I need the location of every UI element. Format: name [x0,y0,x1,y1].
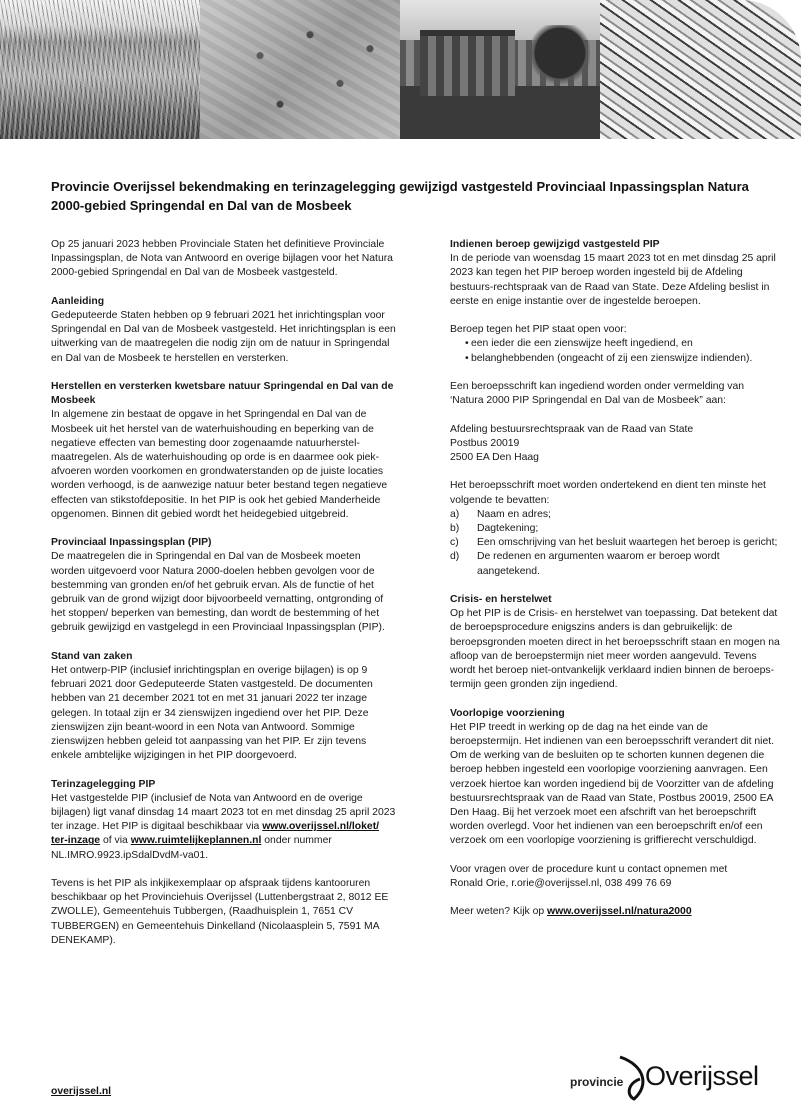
beroep-requirements-list [450,508,780,579]
list-marker: c) [450,537,459,549]
pip-heading: Provinciaal Inpassingsplan (PIP) [51,537,212,549]
list-item: • een ieder die een zienswijze heeft ingediend, en [450,337,780,351]
list-item [450,508,780,522]
ruimtelijkeplannen-link[interactable]: www.ruimtelijkeplannen.nl [130,835,262,847]
stand-heading: Stand van zaken [51,650,133,662]
beroep-text: In de periode van woensdag 15 maart 2023 tot en met dinsdag 25 april 2023 kan tegen het PIP beroep worden ingesteld bij de Afdeling bestuurs-rechtspraak van de Raad van State. Deze Afdeling beslist in eerste en enige instantie over de ingestelde beroepen. [450,253,776,307]
contact-text [450,863,780,891]
stand-text: Het ontwerp-PIP (inclusief inrichtingsplan en overige bijlagen) is op 9 februari 2021 door Gedeputeerde Staten vastgesteld. De documenten hebben van 21 december 2021 tot en met 31 januari 2022 ter inzage gelegen. In totaal zijn er 34 zienswijzen ingediend over het PIP. Deze zienswijzen zijn beant-woord in een Nota van Antwoord. Sommige zienswijzen hebben geleid tot aanpassing van het PIP. Er zijn tevens enkele ambtelijke wijzigingen in het PIP doorgevoerd. [51,665,373,762]
terinzage-text-b: of via [100,835,131,847]
contact-line-1: Voor vragen over de procedure kunt u contact opnemen met [450,863,728,875]
voorlopige-text: Het PIP treedt in werking op de dag na het einde van de beroepstermijn. Het indienen van een beroepsschrift verandert dit niet. Om de werking van de besluiten op te schorten kunnen degenen die beroep hebben ingesteld een voorlopige voorziening aanvragen. Een verzoek hiertoe kan worden ingediend bij de Voorzitter van de afdeling bestuursrechtspraak van de Raad van State, Postbus 20019, 2500 EA Den Haag. Bij het verzoek moet een afschrift van het beroepschrift worden overlegd. Voor het indienen van een beroepschrift en/of een verzoek om een voorlopige voorziening is griffierecht verschuldigd. [450,721,775,847]
natura2000-link[interactable]: www.overijssel.nl/natura2000 [547,906,692,918]
list-item: • belanghebbenden (ongeacht of zij een zienswijze indienden). [450,352,780,366]
photo-grain-field [0,0,200,139]
overijssel-loket-link[interactable]: www.overijssel.nl/loket/ ter-inzage [51,821,380,847]
photo-map-pins [200,0,400,139]
right-column [450,238,780,934]
aanleiding-heading: Aanleiding [51,295,105,307]
meer-weten-text: Meer weten? Kijk op [450,906,548,918]
intro-text: Op 25 januari 2023 hebben Provinciale Staten het definitieve Provinciale Inpassingsplan, de Nota van Antwoord en overige bijlagen voor het Natura 2000-gebied Springendal en Dal van de Mosbeek vastgesteld. [51,239,393,279]
list-text: Naam en adres; [477,508,551,520]
list-marker: a) [450,508,460,520]
herstellen-heading: Herstellen en versterken kwetsbare natuur Springendal en Dal van de Mosbeek [51,381,394,407]
provincie-overijssel-logo [570,1055,770,1100]
logo-provincie-text: provincie [570,1075,624,1089]
footer-overijssel-link[interactable]: overijssel.nl [51,1086,112,1097]
beroep-vermelding: Een beroepsschrift kan ingediend worden onder vermelding van ‘Natura 2000 PIP Springendal en Dal van de Mosbeek” aan: [450,381,745,407]
voorlopige-heading: Voorlopige voorziening [450,707,565,719]
list-item [450,536,780,550]
beroep-heading: Indienen beroep gewijzigd vastgesteld PIP [450,239,660,250]
crisis-heading: Crisis- en herstelwet [450,594,552,605]
list-text: Dagtekening; [477,523,539,534]
beroep-open-list [450,337,780,365]
list-item [450,550,780,578]
meer-weten [450,905,780,919]
terinzage-text-a: Het vastgestelde PIP (inclusief de Nota van Antwoord en de overige bijlagen) ligt vanaf dinsdag 14 maart 2023 tot en met dinsdag 25 april 2023 ter inzage. Het PIP is digitaal beschikbaar via [51,792,396,833]
logo-overijssel-text: Overijssel [645,1061,759,1091]
list-text: De redenen en argumenten waarom er beroep wordt aangetekend. [477,551,720,577]
address-line: 2500 EA Den Haag [450,452,539,463]
beroep-open-intro: Beroep tegen het PIP staat open voor: [450,324,627,336]
left-column [51,238,396,962]
herstellen-text: In algemene zin bestaat de opgave in het Springendal en Dal van de Mosbeek uit het herstel van de waterhuishouding en beperking van de negatieve effecten van bemesting door zogenaamde natuurherstel-maatregelen. Als de waterhuishouding op orde is en daarmee ook piek-afvoeren worden voorkomen en grondwaterstanden op de juiste locaties worden verhoogd, is de aanwezige natuur beter bestand tegen negatieve effecten van stikstofdepositie. In het PIP is ook het gebied Manderheide opgenomen. Binnen dit gebied wordt het heidegebied uitgebreid. [51,409,388,520]
beroep-ondertekend: Het beroepsschrift moet worden ondertekend en dient ten minste het volgende te bevatten: [450,480,766,506]
contact-line-2: Ronald Orie, r.orie@overijssel.nl, 038 499 76 69 [450,878,672,890]
terinzage-heading: Terinzagelegging PIP [51,778,156,790]
terinzage-text-2: Tevens is het PIP als inkjikexemplaar op afspraak tijdens kantooruren beschikbaar op het Provinciehuis Overijssel (Luttenbergstraat 2, 8012 EE ZWOLLE), Gemeentehuis Tubbergen, (Raadhuisplein 1, 7651 CV TUBBERGEN) en Gemeentehuis Dinkelland (Nicolaasplein 5, 7591 MA DENEKAMP). [51,878,389,946]
pip-text: De maatregelen die in Springendal en Dal van de Mosbeek moeten worden uitgevoerd voor Natura 2000-doelen hebben gevolgen voor de bestemming van gronden en/of het gebruik ervan. Als de functie of het gebruik van de grond wijzigt door bijvoorbeeld vernatting, ontgronding of het stoppen/ beperken van bemesting, dan wordt de bestemming of het gebruik gewijzigd en vastgelegd in een Provinciaal Inpassingsplan (PIP). [51,551,385,634]
crisis-text: Op het PIP is de Crisis- en herstelwet van toepassing. Dat betekent dat de beroepsprocedure enigszins anders is dan gebruikelijk: de beroepsgronden moeten direct in het beroepsschrift staan en mogen na afloop van de beroepstermijn niet meer worden aangevuld. Tevens wordt het beroep niet-ontvankelijk verklaard indien binnen de beroeps-termijn geen gronden zijn ingediend. [450,608,780,691]
list-text: Een omschrijving van het besluit waartegen het beroep is gericht; [477,537,778,549]
photo-building [400,0,600,139]
terinzage-text [51,792,396,863]
address-line: Afdeling bestuursrechtspraak van de Raad van State [450,423,694,435]
list-item [450,522,780,536]
photo-pencils [600,0,801,139]
page-title: Provincie Overijssel bekendmaking en terinzagelegging gewijzigd vastgesteld Provinciaal Inpassingsplan Natura 2000-gebied Springendal en Dal van de Mosbeek [51,179,749,213]
header-banner [0,0,801,139]
aanleiding-text: Gedeputeerde Staten hebben op 9 februari 2021 het inrichtingsplan voor Springendal en Dal van de Mosbeek vastgesteld. Het inrichtingsplan is een uitwerking van de maatregelen die nodig zijn om de natuur in Springendal en Dal van de Mosbeek te herstellen en versterken. [51,310,396,364]
list-marker: d) [450,551,460,563]
list-marker: b) [450,523,460,534]
address-line: Postbus 20019 [450,437,520,449]
terinzage-text-c: onder nummer NL.IMRO.9923.ipSdalDvdM-va01. [51,835,332,861]
raad-van-state-address [450,423,780,466]
